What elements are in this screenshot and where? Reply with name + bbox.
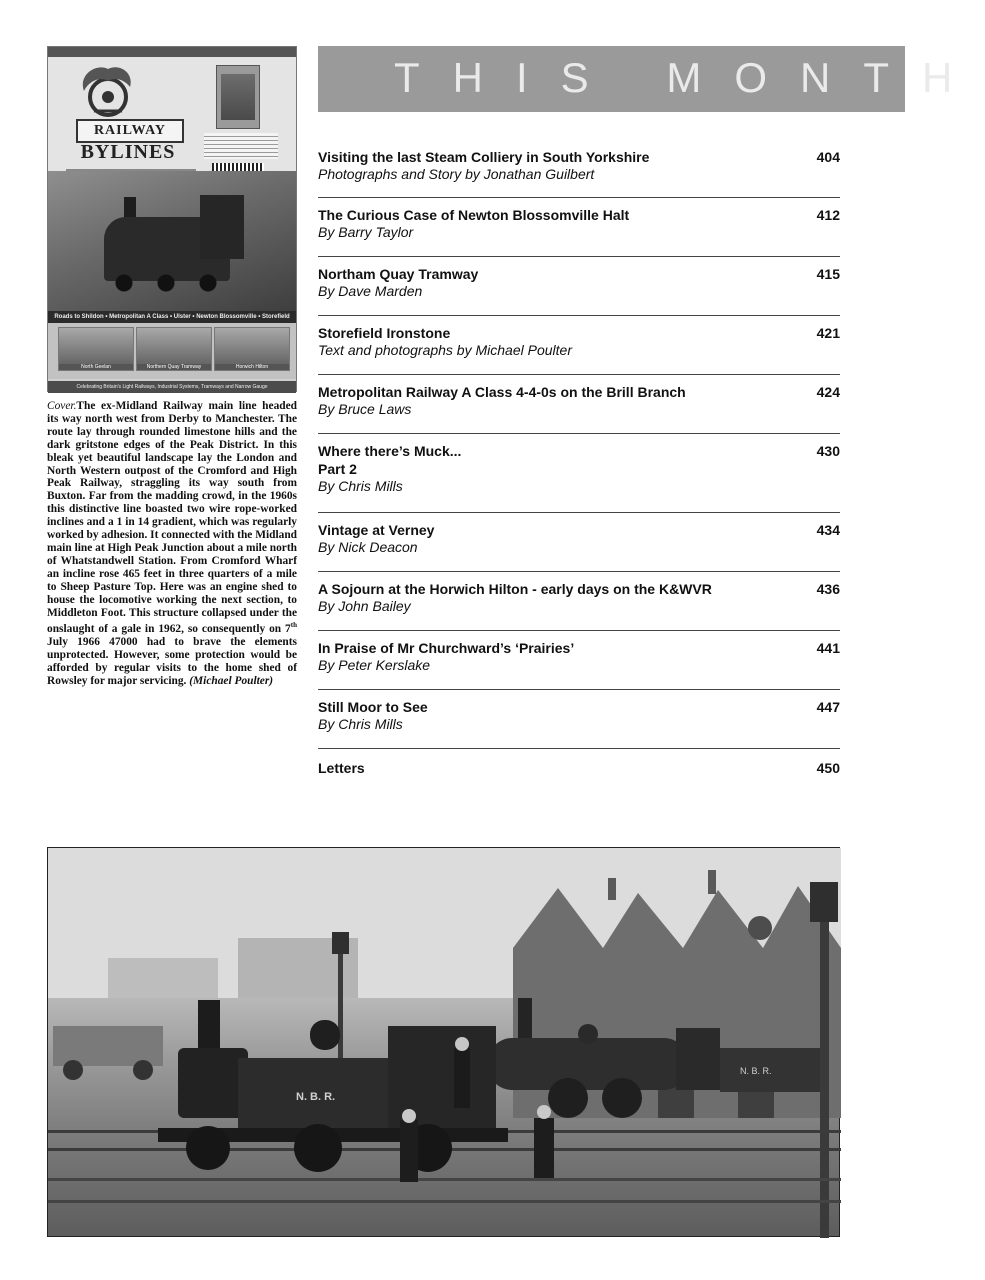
cover-top-band: [48, 47, 296, 57]
background-loco-wheel: [548, 1078, 588, 1118]
lamp-head: [332, 932, 349, 954]
contents-list: [318, 139, 840, 789]
article-author: By Chris Mills: [318, 716, 403, 732]
contents-entry[interactable]: [318, 434, 840, 513]
caption-superscript: th: [290, 621, 297, 630]
cover-footer: Celebrating Britain's Light Railways, Industrial Systems, Tramways and Narrow Gauge: [48, 381, 296, 393]
shed-round-window: [748, 916, 772, 940]
article-author: By Barry Taylor: [318, 224, 414, 240]
page-number: 441: [816, 640, 840, 656]
article-title: A Sojourn at the Horwich Hilton - early days on the K&WVR: [318, 581, 712, 597]
contents-entry[interactable]: [318, 375, 840, 434]
background-loco-boiler: [488, 1038, 688, 1090]
cover-thumb-label: Northern Quay Tramway: [137, 364, 211, 370]
page-title: THIS MONTH: [394, 54, 985, 101]
wagon-wheel: [133, 1060, 153, 1080]
background-loco-dome: [578, 1024, 598, 1044]
cover-thumbnails: [48, 323, 296, 379]
tender-lettering: N. B. R.: [740, 1066, 772, 1076]
article-title: Letters: [318, 760, 365, 776]
cover-thumb-label: Horwich Hilton: [215, 364, 289, 370]
page-number: 424: [816, 384, 840, 400]
cover-thumb: [136, 327, 212, 371]
background-loco-wheel: [602, 1078, 642, 1118]
article-subtitle: Part 2: [318, 461, 357, 477]
driver-head: [455, 1037, 469, 1051]
article-author: By Nick Deacon: [318, 539, 418, 555]
contents-entry[interactable]: [318, 572, 840, 631]
contents-entry[interactable]: [318, 316, 840, 375]
article-author: By Bruce Laws: [318, 401, 412, 417]
article-author: Photographs and Story by Jonathan Guilbert: [318, 166, 595, 182]
tank-loco-dome: [310, 1020, 340, 1050]
article-title: Vintage at Verney: [318, 522, 435, 538]
shed-chimney: [608, 878, 616, 900]
article-title: In Praise of Mr Churchward’s ‘Prairies’: [318, 640, 575, 656]
lamp-head: [810, 882, 838, 922]
article-author: By Chris Mills: [318, 478, 403, 494]
cover-title-railway: RAILWAY: [76, 119, 184, 143]
driver-figure: [454, 1048, 470, 1108]
cover-mini-magazine: [216, 65, 260, 129]
page-number: 434: [816, 522, 840, 538]
article-title: Visiting the last Steam Colliery in South Yorkshire: [318, 149, 650, 165]
caption-lead: Cover.: [47, 400, 77, 412]
article-author: By Peter Kerslake: [318, 657, 431, 673]
background-building: [108, 958, 218, 998]
lamp-post: [820, 908, 829, 1238]
contents-entry[interactable]: [318, 139, 840, 198]
contents-entry[interactable]: [318, 749, 840, 789]
this-month-header: [318, 46, 985, 112]
page-number: 436: [816, 581, 840, 597]
railwayman-head: [537, 1105, 551, 1119]
shed-chimney: [708, 870, 716, 894]
cover-thumb-label: North Geelan: [59, 364, 133, 370]
caption-body: The ex-Midland Railway main line headed its way north west from Derby to Manchester. The route lay through rounded limestone hills and the dark gritstone edges of the Peak District. In this bleak yet beautiful landscape lay the London and North Western outpost of the Cromford and High Peak Railway, straggling its way south from Buxton. Far from the madding crowd, in the 1960s this distinctive line boasted two wire rope-worked inclines and a 1 in 14 gradient, which was regularly worked by adhesion. It connected with the Midland main line at High Peak Junction about a mile north of Whatstandwell Station. From Cromford Wharf an incline rose 465 feet in three quarters of a mile to Sheep Pasture Top. Here was an engine shed to house the locomotive working the next section, to Middleton Foot. This structure collapsed under the onslaught of a gale in 1962, so consequently on 7: [47, 400, 297, 636]
cover-thumb: [58, 327, 134, 371]
railwayman-figure: [400, 1120, 418, 1182]
article-author: By Dave Marden: [318, 283, 423, 299]
photo-illustration: [48, 848, 841, 1238]
page-number: 412: [816, 207, 840, 223]
contents-entry[interactable]: [318, 690, 840, 749]
tank-loco-chimney: [198, 1000, 220, 1050]
railwayman-figure: [534, 1118, 554, 1178]
contents-entry[interactable]: [318, 513, 840, 572]
page-number: 450: [816, 760, 840, 776]
track: [48, 1200, 841, 1203]
cover-loco-wheels: [112, 273, 222, 293]
tank-loco-wheel: [294, 1124, 342, 1172]
article-title: Storefield Ironstone: [318, 325, 451, 341]
background-loco-cab: [676, 1028, 720, 1090]
tank-loco-wheel: [186, 1126, 230, 1170]
tank-loco-smokebox: [178, 1048, 248, 1118]
page-number: 404: [816, 149, 840, 165]
cover-caption: [47, 400, 297, 688]
page-number: 447: [816, 699, 840, 715]
cover-image: [47, 46, 297, 392]
contents-entry[interactable]: [318, 257, 840, 316]
wagon-wheel: [63, 1060, 83, 1080]
railwayman-head: [402, 1109, 416, 1123]
page-number: 415: [816, 266, 840, 282]
cover-title-bylines: BYLINES: [80, 141, 176, 163]
article-title: Still Moor to See: [318, 699, 428, 715]
wagon: [53, 1026, 163, 1066]
cover-blurb: [204, 133, 278, 159]
article-author: Text and photographs by Michael Poulter: [318, 342, 572, 358]
article-title: Where there’s Muck...: [318, 443, 462, 459]
caption-body-cont: July 1966 47000 had to brave the elements unprotected. However, some protection would be afforded by regular visits to the home shed of Rowsley for major servicing.: [47, 636, 297, 687]
tank-lettering: N. B. R.: [296, 1091, 336, 1103]
cover-thumb: [214, 327, 290, 371]
caption-credit: (Michael Poulter): [189, 674, 274, 687]
article-title: Northam Quay Tramway: [318, 266, 479, 282]
contents-entry[interactable]: [318, 631, 840, 690]
wyvern-logo-icon: [74, 61, 142, 119]
contents-entry[interactable]: [318, 198, 840, 257]
article-author: By John Bailey: [318, 598, 411, 614]
article-title: Metropolitan Railway A Class 4-4-0s on the Brill Branch: [318, 384, 686, 400]
cover-loco-cab: [200, 195, 244, 259]
article-title: The Curious Case of Newton Blossomville Halt: [318, 207, 630, 223]
page-number: 421: [816, 325, 840, 341]
locomotive-photo: [47, 847, 840, 1237]
track: [48, 1178, 841, 1181]
background-loco-chimney: [518, 998, 532, 1038]
cover-features-bar: Roads to Shildon • Metropolitan A Class • Ulster • Newton Blossomville • Storefield: [48, 311, 296, 323]
page-number: 430: [816, 443, 840, 459]
